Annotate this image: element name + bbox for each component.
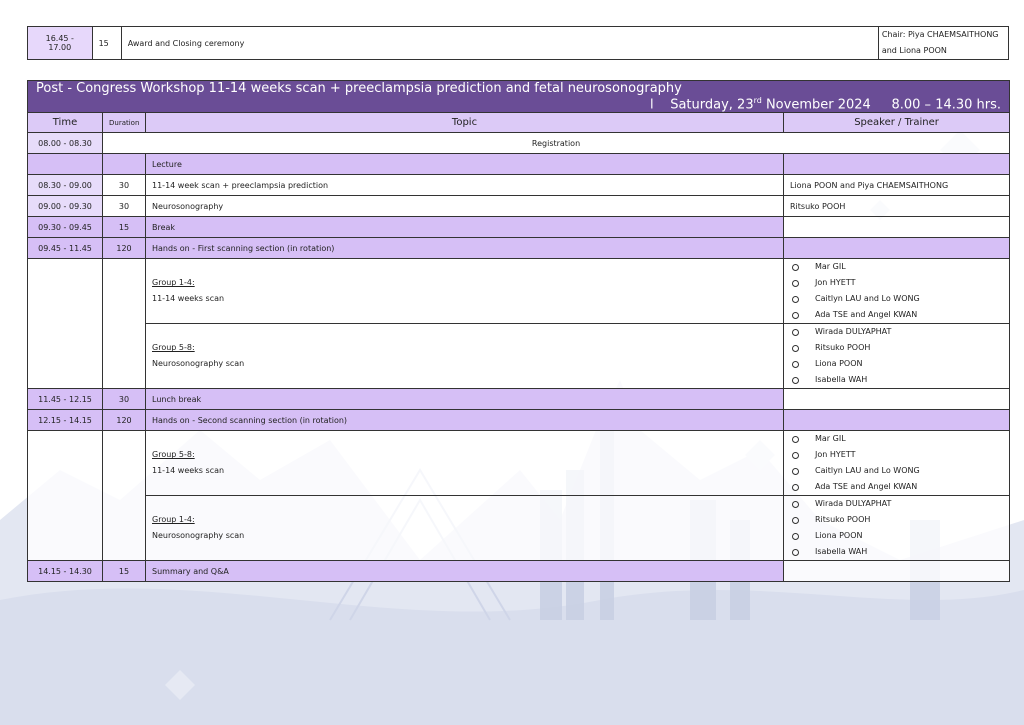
bullet-icon	[792, 329, 799, 336]
row-speaker	[784, 238, 1010, 259]
bullet-icon	[792, 468, 799, 475]
list-item	[790, 356, 1003, 372]
speaker-list	[784, 431, 1010, 496]
table-row	[28, 196, 1010, 217]
row-time: 09.00 - 09.30	[28, 196, 103, 217]
list-item	[790, 431, 1003, 447]
table-row	[28, 238, 1010, 259]
group-title: Group 5-8:	[152, 450, 195, 460]
speaker-name: Wirada DULYAPHAT	[815, 327, 892, 337]
row-speaker: Liona POON and Piya CHAEMSAITHONG	[784, 175, 1010, 196]
row-duration: 15	[103, 217, 146, 238]
group-row	[28, 431, 1010, 496]
row-time: 11.45 - 12.15	[28, 389, 103, 410]
speaker-name: Liona POON	[815, 531, 863, 541]
speaker-name: Isabella WAH	[815, 375, 868, 385]
list-item	[790, 307, 1003, 323]
group-cell	[146, 431, 784, 496]
group-cell	[146, 496, 784, 561]
group-subtitle: 11-14 weeks scan	[152, 294, 225, 304]
row-duration: 120	[103, 238, 146, 259]
bullet-icon	[792, 533, 799, 540]
bullet-icon	[792, 452, 799, 459]
closing-session-table	[27, 26, 1009, 60]
row-topic: Break	[146, 217, 784, 238]
workshop-title: Post - Congress Workshop 11-14 weeks scan + preeclampsia prediction and fetal neurosonography	[36, 81, 682, 96]
speaker-name: Ada TSE and Angel KWAN	[815, 482, 918, 492]
row-duration: 15	[103, 561, 146, 582]
row-speaker	[784, 410, 1010, 431]
bullet-icon	[792, 517, 799, 524]
group-cell	[146, 324, 784, 389]
row-time: 14.15 - 14.30	[28, 561, 103, 582]
speaker-name: Ritsuko POOH	[815, 515, 871, 525]
workshop-header-row	[28, 81, 1010, 113]
row-topic: Registration	[103, 133, 1010, 154]
chair-line-1: Chair: Piya CHAEMSAITHONG	[881, 30, 999, 39]
row-time: 09.45 - 11.45	[28, 238, 103, 259]
workshop-date-block	[650, 96, 1001, 112]
bullet-icon	[792, 361, 799, 368]
table-row	[28, 154, 1010, 175]
workshop-month: November 2024	[761, 97, 871, 113]
table-row	[28, 410, 1010, 431]
list-item	[790, 528, 1003, 544]
group-subtitle: 11-14 weeks scan	[152, 466, 225, 476]
closing-chair	[878, 27, 1008, 60]
speaker-name: Ada TSE and Angel KWAN	[815, 310, 918, 320]
row-topic: Hands on - First scanning section (in rotation)	[146, 238, 784, 259]
row-topic: Lecture	[146, 154, 784, 175]
list-item	[790, 479, 1003, 495]
workshop-date: Saturday, 23	[670, 97, 754, 113]
bullet-icon	[792, 436, 799, 443]
list-item	[790, 447, 1003, 463]
speaker-name: Mar GIL	[815, 434, 846, 444]
col-topic: Topic	[146, 113, 784, 133]
row-duration: 30	[103, 196, 146, 217]
speaker-name: Isabella WAH	[815, 547, 868, 557]
table-row	[28, 133, 1010, 154]
speaker-name: Caitlyn LAU and Lo WONG	[815, 294, 920, 304]
speaker-name: Wirada DULYAPHAT	[815, 499, 892, 509]
row-time: 08.00 - 08.30	[28, 133, 103, 154]
chair-line-2: and Liona POON	[881, 46, 947, 55]
list-item	[790, 275, 1003, 291]
col-duration: Duration	[103, 113, 146, 133]
row-time	[28, 431, 103, 561]
list-item	[790, 496, 1003, 512]
group-title: Group 5-8:	[152, 343, 195, 353]
row-speaker: Ritsuko POOH	[784, 196, 1010, 217]
speaker-name: Liona POON	[815, 359, 863, 369]
workshop-hours: 8.00 – 14.30 hrs.	[891, 97, 1002, 113]
speaker-name: Ritsuko POOH	[815, 343, 871, 353]
column-header-row	[28, 113, 1010, 133]
group-subtitle: Neurosonography scan	[152, 359, 245, 369]
row-topic: Summary and Q&A	[146, 561, 784, 582]
row-duration: 120	[103, 410, 146, 431]
bullet-icon	[792, 280, 799, 287]
table-row	[28, 561, 1010, 582]
row-topic: Hands on - Second scanning section (in rotation)	[146, 410, 784, 431]
table-row	[28, 389, 1010, 410]
row-duration	[103, 431, 146, 561]
group-cell	[146, 259, 784, 324]
row-duration: 30	[103, 175, 146, 196]
row-time: 09.30 - 09.45	[28, 217, 103, 238]
closing-topic: Award and Closing ceremony	[121, 27, 878, 60]
header-separator: l	[650, 97, 654, 113]
speaker-name: Jon HYETT	[815, 450, 856, 460]
row-duration	[103, 259, 146, 389]
row-speaker	[784, 389, 1010, 410]
speaker-name: Jon HYETT	[815, 278, 856, 288]
workshop-header	[28, 81, 1010, 113]
speaker-name: Mar GIL	[815, 262, 846, 272]
row-duration	[103, 154, 146, 175]
list-item	[790, 340, 1003, 356]
bullet-icon	[792, 296, 799, 303]
closing-time: 16.45 - 17.00	[28, 27, 93, 60]
list-item	[790, 259, 1003, 275]
speaker-name: Caitlyn LAU and Lo WONG	[815, 466, 920, 476]
row-speaker	[784, 561, 1010, 582]
bullet-icon	[792, 345, 799, 352]
col-time: Time	[28, 113, 103, 133]
list-item	[790, 512, 1003, 528]
row-time: 08.30 - 09.00	[28, 175, 103, 196]
closing-row	[28, 27, 1009, 60]
speaker-list	[784, 496, 1010, 561]
row-time: 12.15 - 14.15	[28, 410, 103, 431]
group-row	[28, 259, 1010, 324]
row-topic: 11-14 week scan + preeclampsia prediction	[146, 175, 784, 196]
bullet-icon	[792, 549, 799, 556]
bullet-icon	[792, 377, 799, 384]
table-row	[28, 175, 1010, 196]
speaker-list	[784, 324, 1010, 389]
row-speaker	[784, 217, 1010, 238]
row-time	[28, 259, 103, 389]
list-item	[790, 291, 1003, 307]
row-topic: Lunch break	[146, 389, 784, 410]
row-speaker	[784, 154, 1010, 175]
closing-duration: 15	[92, 27, 121, 60]
speaker-list	[784, 259, 1010, 324]
row-topic: Neurosonography	[146, 196, 784, 217]
col-speaker: Speaker / Trainer	[784, 113, 1010, 133]
date-suffix: rd	[753, 96, 762, 105]
workshop-schedule-table	[27, 80, 1010, 582]
bullet-icon	[792, 264, 799, 271]
group-row	[28, 496, 1010, 561]
bullet-icon	[792, 484, 799, 491]
bullet-icon	[792, 312, 799, 319]
bullet-icon	[792, 501, 799, 508]
list-item	[790, 324, 1003, 340]
group-subtitle: Neurosonography scan	[152, 531, 245, 541]
group-title: Group 1-4:	[152, 515, 195, 525]
group-title: Group 1-4:	[152, 278, 195, 288]
list-item	[790, 372, 1003, 388]
list-item	[790, 544, 1003, 560]
table-row	[28, 217, 1010, 238]
list-item	[790, 463, 1003, 479]
row-time	[28, 154, 103, 175]
row-duration: 30	[103, 389, 146, 410]
group-row	[28, 324, 1010, 389]
